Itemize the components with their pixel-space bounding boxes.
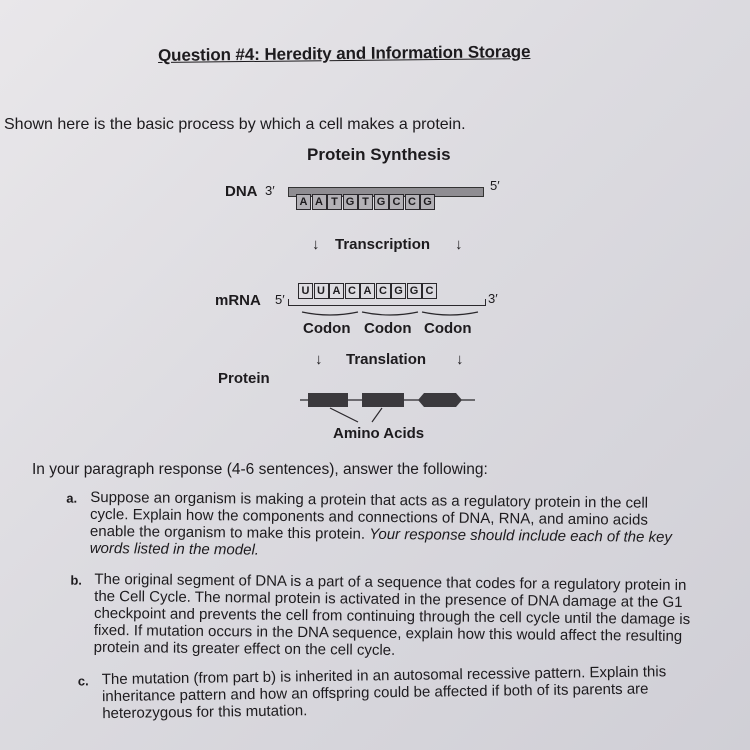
dna-base: C xyxy=(405,194,420,210)
mrna-base: U xyxy=(298,283,313,299)
mrna-base: C xyxy=(376,283,391,299)
amino-acid-3 xyxy=(418,393,462,407)
amino-acids-label: Amino Acids xyxy=(333,425,425,442)
dna-base: T xyxy=(358,194,373,210)
amino-acid-pointer-1 xyxy=(330,408,358,422)
translation-arrow-right: ↓ xyxy=(456,351,464,368)
question-item-a xyxy=(66,488,691,563)
mrna-base: G xyxy=(391,283,406,299)
item-text: The mutation (from part b) is inherited in an autosomal recessive pattern. Explain this inheritance pattern and how an offspring could be affected if both of its parents are heterozygous for this mutation. xyxy=(101,663,667,723)
mrna-base: A xyxy=(360,283,375,299)
mrna-3prime-label: 3′ xyxy=(488,291,498,306)
intro-text: Shown here is the basic process by which a cell makes a protein. xyxy=(4,116,466,133)
mrna-label: mRNA xyxy=(215,292,261,309)
codon-bracket-3 xyxy=(422,312,478,315)
codon-label-1: Codon xyxy=(303,320,351,337)
item-letter: c. xyxy=(77,673,89,689)
mrna-base: A xyxy=(329,283,344,299)
transcription-arrow-left: ↓ xyxy=(312,236,320,253)
translation-arrow-left: ↓ xyxy=(315,351,323,368)
item-text: The original segment of DNA is a part of a sequence that codes for a regulatory protein in the Cell Cycle. The normal protein is activated in the presence of DNA damage at the G1 checkpoint and prevents the cell from continuing through the cell cycle until the damage is fixed. If mutation occurs in the DNA sequence, explain how this would affect the resulting protein and its greater effect on the cell cycle. xyxy=(93,570,691,659)
item-letter: b. xyxy=(70,572,83,588)
mrna-base: C xyxy=(345,283,360,299)
mrna-base: C xyxy=(422,283,437,299)
prompt-text: In your paragraph response (4-6 sentences), answer the following: xyxy=(32,461,488,478)
mrna-5prime-label: 5′ xyxy=(275,292,285,307)
dna-base: A xyxy=(296,194,311,210)
mrna-base: G xyxy=(407,283,422,299)
codon-label-2: Codon xyxy=(364,320,412,337)
diagram-title: Protein Synthesis xyxy=(307,145,451,164)
item-letter: a. xyxy=(66,490,78,506)
protein-label: Protein xyxy=(218,370,270,387)
codon-bracket-1 xyxy=(302,312,358,315)
codon-bracket-2 xyxy=(362,312,418,315)
item-italic-text: Your response should include each of the key words listed in the model. xyxy=(89,525,673,559)
dna-base: G xyxy=(343,194,358,210)
transcription-arrow-right: ↓ xyxy=(455,236,463,253)
dna-base: G xyxy=(420,194,435,210)
amino-acid-1 xyxy=(308,393,348,407)
mrna-base: U xyxy=(314,283,329,299)
dna-3prime-label: 3′ xyxy=(265,183,275,198)
amino-acid-2 xyxy=(362,393,404,407)
amino-acid-pointer-2 xyxy=(372,408,382,422)
transcription-label: Transcription xyxy=(335,236,431,253)
codon-label-3: Codon xyxy=(424,320,472,337)
question-item-c xyxy=(77,663,693,723)
question-item-b xyxy=(70,570,703,662)
page-title: Question #4: Heredity and Information Storage xyxy=(157,42,531,65)
translation-label: Translation xyxy=(346,351,427,368)
item-text: Suppose an organism is making a protein that acts as a regulatory protein in the cell cycle. Explain how the components and connections of DNA, RNA, and amino acids enable the organism to make this protein. xyxy=(89,488,649,543)
dna-5prime-label: 5′ xyxy=(490,178,500,193)
dna-base: A xyxy=(312,194,327,210)
dna-base: C xyxy=(389,194,404,210)
dna-base: G xyxy=(374,194,389,210)
dna-base: T xyxy=(327,194,342,210)
dna-label: DNA xyxy=(225,183,258,200)
